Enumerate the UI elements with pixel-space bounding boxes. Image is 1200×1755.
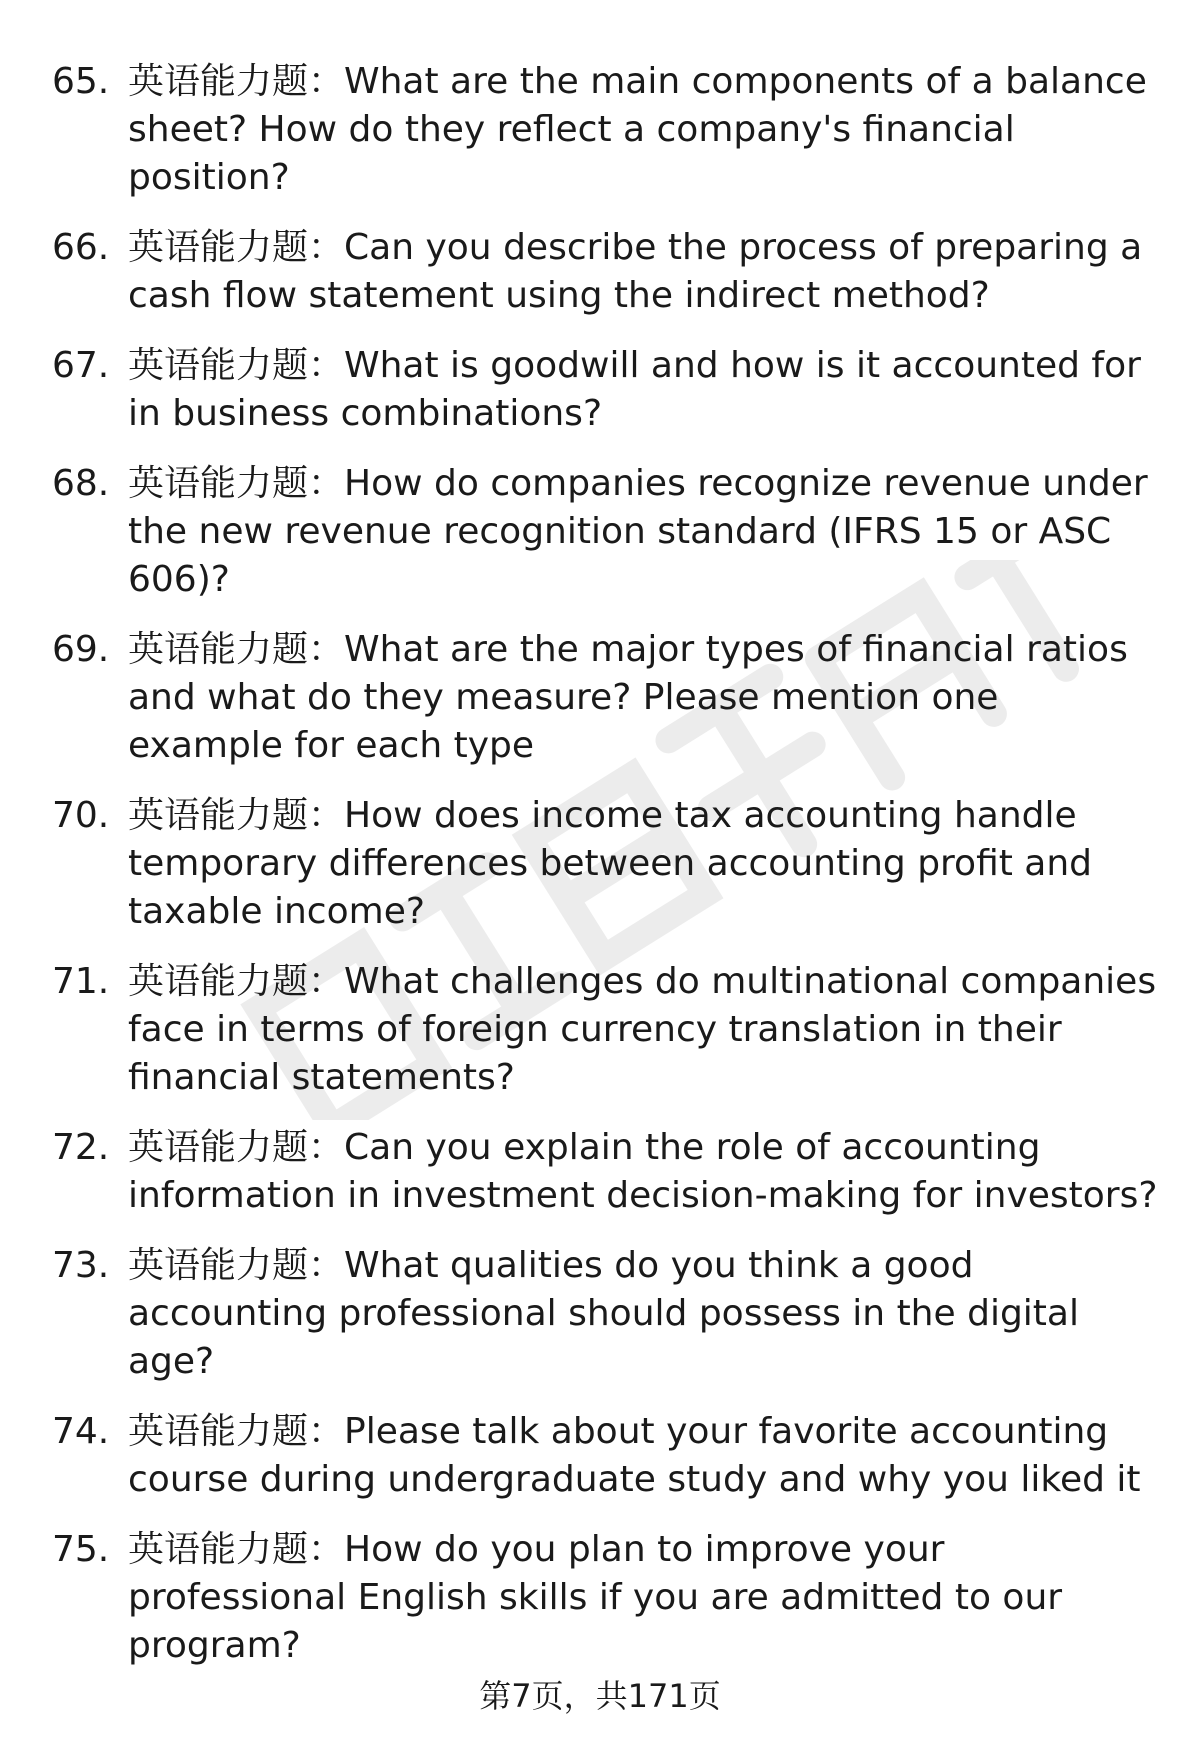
question-number: 74. <box>52 1411 110 1452</box>
question-tag: 英语能力题： <box>128 227 345 268</box>
question-number: 65. <box>52 61 110 102</box>
question-text: How do you plan to improve your professional English skills if you are admitted to our program? <box>128 1529 1063 1666</box>
question-item <box>52 792 1162 936</box>
question-item <box>52 1124 1162 1220</box>
question-body <box>128 1526 1162 1670</box>
question-number: 67. <box>52 345 110 386</box>
question-number: 68. <box>52 463 110 504</box>
question-tag: 英语能力题： <box>128 629 345 670</box>
question-body <box>128 626 1162 770</box>
question-tag: 英语能力题： <box>128 961 345 1002</box>
question-tag: 英语能力题： <box>128 345 345 386</box>
question-body <box>128 58 1162 202</box>
question-tag: 英语能力题： <box>128 795 345 836</box>
question-number: 70. <box>52 795 110 836</box>
question-item <box>52 1408 1162 1504</box>
question-tag: 英语能力题： <box>128 1411 345 1452</box>
question-number: 73. <box>52 1245 110 1286</box>
question-item <box>52 58 1162 202</box>
question-tag: 英语能力题： <box>128 463 345 504</box>
question-tag: 英语能力题： <box>128 1245 345 1286</box>
question-text: What are the major types of financial ratios and what do they measure? Please mention one example for each type <box>128 629 1128 766</box>
question-item <box>52 1242 1162 1386</box>
question-text: What are the main components of a balance sheet? How do they reflect a company's financial position? <box>128 61 1147 198</box>
question-tag: 英语能力题： <box>128 1127 345 1168</box>
question-body <box>128 792 1162 936</box>
question-text: Can you describe the process of preparing a cash flow statement using the indirect method? <box>128 227 1143 316</box>
question-text: What challenges do multinational companies face in terms of foreign currency translation in their financial statements? <box>128 961 1157 1098</box>
question-item <box>52 342 1162 438</box>
question-item <box>52 1526 1162 1670</box>
question-text: Please talk about your favorite accounting course during undergraduate study and why you liked it <box>128 1411 1141 1500</box>
question-number: 71. <box>52 961 110 1002</box>
question-item <box>52 460 1162 604</box>
question-number: 66. <box>52 227 110 268</box>
question-tag: 英语能力题： <box>128 61 345 102</box>
question-body <box>128 460 1162 604</box>
question-body <box>128 958 1162 1102</box>
question-number: 72. <box>52 1127 110 1168</box>
page-footer: 第7页，共171页 <box>479 1677 721 1715</box>
question-item <box>52 224 1162 320</box>
question-list <box>52 58 1162 1670</box>
question-number: 69. <box>52 629 110 670</box>
question-text: What is goodwill and how is it accounted for in business combinations? <box>128 345 1141 434</box>
question-tag: 英语能力题： <box>128 1529 345 1570</box>
question-text: What qualities do you think a good accounting professional should possess in the digital age? <box>128 1245 1079 1382</box>
question-text: How does income tax accounting handle temporary differences between accounting profit and taxable income? <box>128 795 1093 932</box>
question-body <box>128 1242 1162 1386</box>
question-item <box>52 958 1162 1102</box>
question-body <box>128 224 1162 320</box>
question-item <box>52 626 1162 770</box>
question-body <box>128 1124 1162 1220</box>
question-body <box>128 342 1162 438</box>
question-number: 75. <box>52 1529 110 1570</box>
question-body <box>128 1408 1162 1504</box>
question-text: Can you explain the role of accounting information in investment decision-making for investors? <box>128 1127 1158 1216</box>
question-text: How do companies recognize revenue under the new revenue recognition standard (IFRS 15 or ASC 606)? <box>128 463 1148 600</box>
